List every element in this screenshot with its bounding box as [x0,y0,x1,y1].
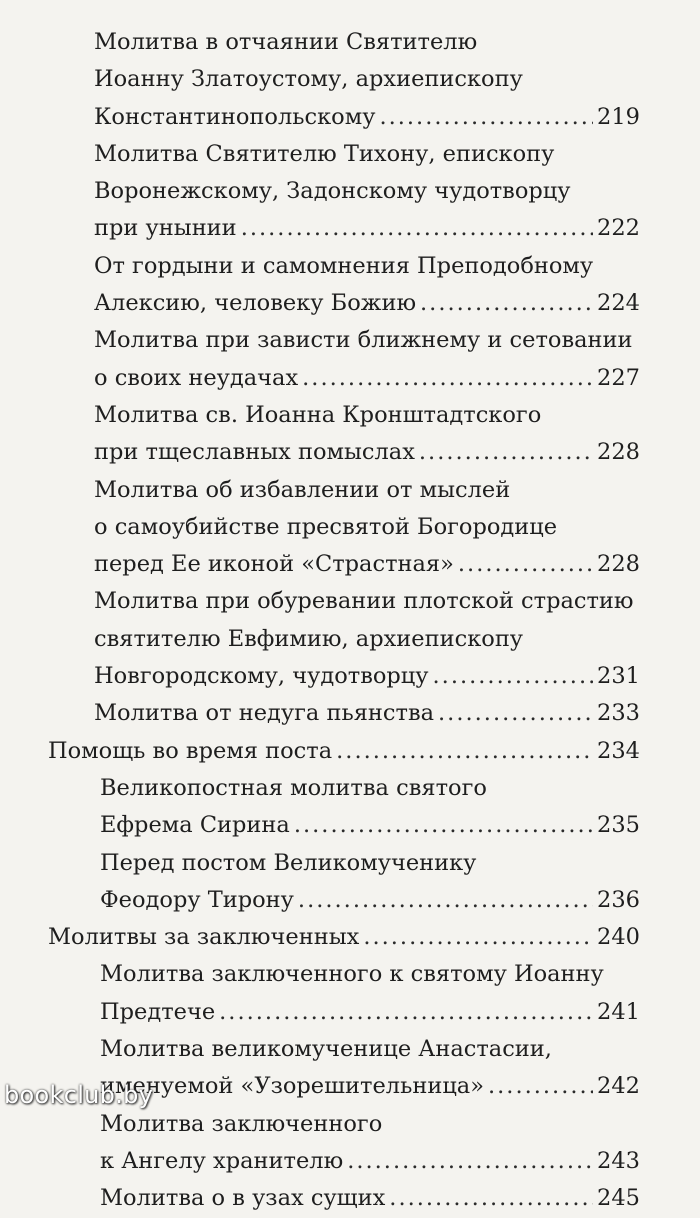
toc-entry[interactable] [0,956,700,1031]
toc-entry-title: Молитва в отчаянии Святителю [94,29,478,55]
toc-entry-line [0,919,700,956]
dot-leader [241,210,593,247]
toc-entry-line [0,845,700,882]
toc-entry-title: Молитва заключенного [100,1110,383,1137]
toc-entry-line [0,24,700,61]
dot-leader [433,658,594,695]
toc-entry-title: о своих неудачах [94,364,299,391]
toc-entry-line [0,733,700,770]
toc-entry-title: Молитва Святителю Тихону, епископу [94,140,555,167]
toc-entry-title: перед Ее иконой «Страстная» [94,551,454,578]
page-number: 240 [597,924,640,951]
toc-entry-title: при тщеславных помыслах [94,439,415,466]
toc-entry-line [0,1106,700,1143]
dot-leader [347,1143,593,1180]
dot-leader [302,360,593,397]
dot-leader [294,807,593,844]
toc-entry[interactable] [0,583,700,695]
toc-entry-line [0,248,700,285]
toc-entry-line [0,61,700,98]
toc-entry-line [0,1180,700,1217]
toc-entry-title: к Ангелу хранителю [100,1147,344,1174]
table-of-contents [0,24,700,1218]
watermark: bookclub.by [4,1081,154,1109]
toc-entry-title: Молитва св. Иоанна Кронштадтского [94,401,542,428]
toc-entry-line [0,322,700,359]
toc-entry-title: святителю Евфимию, архиепископу [94,625,524,652]
page-number: 242 [597,1073,640,1100]
page-number: 222 [597,215,640,242]
toc-entry-line [0,1031,700,1068]
toc-entry-title: Алексию, человеку Божию [94,290,417,317]
dot-leader [488,1068,593,1105]
dot-leader [419,434,593,471]
toc-entry-title: Константинопольскому [94,103,376,130]
toc-section[interactable] [0,919,700,956]
page-number: 228 [597,551,640,578]
toc-entry[interactable] [0,472,700,584]
toc-entry-title: при унынии [94,215,237,242]
toc-entry[interactable] [0,397,700,472]
dot-leader [336,733,593,770]
toc-entry-line [0,434,700,471]
dot-leader [420,285,593,322]
toc-entry[interactable] [0,322,700,397]
toc-entry[interactable] [0,136,700,248]
toc-entry-title: Великопостная молитва святого [100,774,487,801]
page-number: 234 [597,737,640,764]
toc-entry-title: Молитва об избавлении от мыслей [94,476,511,503]
toc-entry-line [0,136,700,173]
toc-entry-line [0,695,700,732]
toc-entry-title: От гордыни и самомнения Преподобному [94,252,594,279]
dot-leader [389,1180,593,1217]
page-number: 233 [597,700,640,727]
toc-entry-line [0,621,700,658]
toc-entry-title: Феодору Тирону [100,886,294,913]
page-number: 245 [597,1185,640,1212]
toc-entry-line [0,658,700,695]
toc-entry-line [0,509,700,546]
toc-entry-title: Новгородскому, чудотворцу [94,663,429,690]
toc-entry-line [0,882,700,919]
toc-entry-line [0,956,700,993]
toc-entry-line [0,807,700,844]
toc-section[interactable] [0,733,700,770]
toc-entry-title: Перед постом Великомученику [100,849,477,876]
page-number: 228 [597,439,640,466]
page-number: 241 [597,998,640,1025]
toc-entry-title: о самоубийстве пресвятой Богородице [94,513,558,540]
toc-entry-title: Ефрема Сирина [100,812,290,839]
page-number: 231 [597,663,640,690]
dot-leader [379,99,593,136]
toc-entry-line [0,472,700,509]
dot-leader [219,994,593,1031]
toc-entry-line [0,583,700,620]
toc-entry[interactable] [0,24,700,136]
dot-leader [438,695,593,732]
toc-entry[interactable] [0,695,700,732]
page-number: 235 [597,812,640,839]
toc-entry-line [0,210,700,247]
page-number: 219 [597,103,640,130]
toc-entry[interactable] [0,845,700,920]
dot-leader [298,882,593,919]
toc-entry-title: Молитва при обуревании плотской страстию [94,588,634,615]
toc-entry-line [0,546,700,583]
toc-entry-title: Молитвы за заключенных [48,924,360,951]
toc-entry-title: Молитва великомученице Анастасии, [100,1036,552,1063]
toc-entry-title: Молитва при зависти ближнему и сетовании [94,327,633,354]
toc-entry-title: Предтече [100,998,216,1025]
toc-entry-title: Воронежскому, Задонскому чудотворцу [94,178,571,205]
toc-entry-line [0,994,700,1031]
toc-entry-title: Молитва от недуга пьянства [94,700,435,727]
toc-entry-title: Молитва заключенного к святому Иоанну [100,961,604,988]
toc-entry[interactable] [0,1106,700,1181]
toc-entry-line [0,285,700,322]
page-number: 227 [597,364,640,391]
toc-entry-title: Иоанну Златоустому, архиепископу [94,66,523,93]
page-number: 236 [597,886,640,913]
toc-entry[interactable] [0,1180,700,1217]
toc-entry-line [0,770,700,807]
toc-entry-line [0,1143,700,1180]
toc-entry-title: именуемой «Узорешительница» [100,1073,484,1100]
toc-entry-title: Молитва о в узах сущих [100,1185,386,1212]
toc-entry[interactable] [0,770,700,845]
page-number: 224 [597,290,640,317]
toc-entry[interactable] [0,248,700,323]
dot-leader [363,919,593,956]
toc-entry-line [0,99,700,136]
page-number: 243 [597,1147,640,1174]
toc-entry-line [0,360,700,397]
toc-entry-line [0,397,700,434]
toc-entry-line [0,173,700,210]
toc-entry-title: Помощь во время поста [48,737,333,764]
dot-leader [458,546,593,583]
